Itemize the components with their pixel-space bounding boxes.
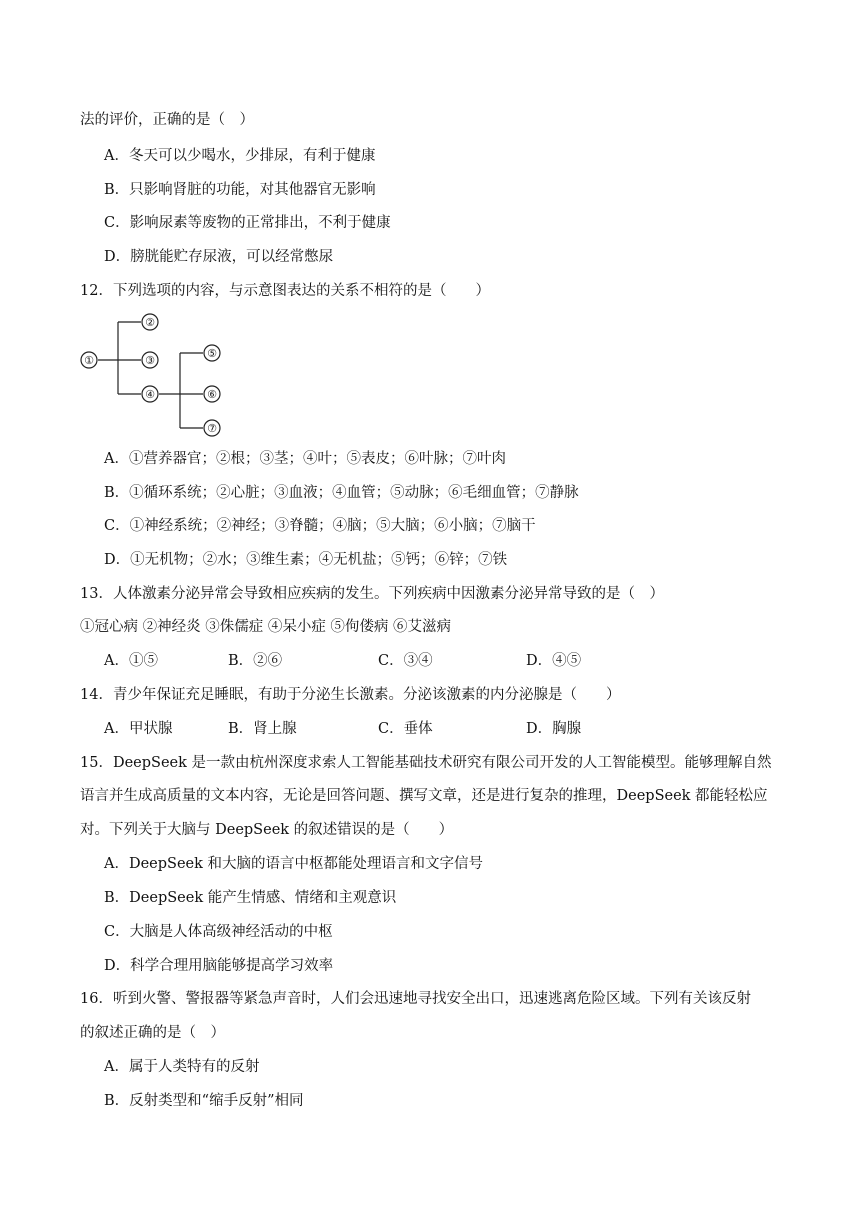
question-12-stem: 12．下列选项的内容，与示意图表达的关系不相符的是（ ） xyxy=(80,283,490,299)
q11-option-a: A．冬天可以少喝水，少排尿，有利于健康 xyxy=(104,148,376,164)
q15-option-b: B．DeepSeek 能产生情感、情绪和主观意识 xyxy=(104,890,397,906)
q13-option-d: D．④⑤ xyxy=(526,653,582,669)
relationship-diagram xyxy=(74,310,234,440)
q16-option-b: B．反射类型和“缩手反射”相同 xyxy=(104,1093,304,1109)
question-13-stem: 13．人体激素分泌异常会导致相应疾病的发生。下列疾病中因激素分泌异常导致的是（ ） xyxy=(80,586,664,602)
q16-option-a: A．属于人类特有的反射 xyxy=(104,1059,260,1075)
question-16-stem-line-2: 的叙述正确的是（ ） xyxy=(80,1025,225,1041)
q14-option-c: C．垂体 xyxy=(378,721,433,737)
q12-option-b: B．①循环系统；②心脏；③血液；④血管；⑤动脉；⑥毛细血管；⑦静脉 xyxy=(104,485,579,501)
q12-option-d: D．①无机物；②水；③维生素；④无机盐；⑤钙；⑥锌；⑦铁 xyxy=(104,552,508,568)
q12-option-a: A．①营养器官；②根；③茎；④叶；⑤表皮；⑥叶脉；⑦叶肉 xyxy=(104,451,506,467)
question-14-stem: 14．青少年保证充足睡眠，有助于分泌生长激素。分泌该激素的内分泌腺是（ ） xyxy=(80,687,621,703)
q11-option-d: D．膀胱能贮存尿液，可以经常憋尿 xyxy=(104,249,334,265)
diagram-node-4: ④ xyxy=(145,388,155,401)
question-11-continuation: 法的评价，正确的是（ ） xyxy=(80,112,254,128)
diagram-node-5: ⑤ xyxy=(207,347,217,360)
question-15-stem-line-1: 15．DeepSeek 是一款由杭州深度求索人工智能基础技术研究有限公司开发的人工智能模型。能够理解自然 xyxy=(80,755,772,771)
diagram-node-6: ⑥ xyxy=(207,388,217,401)
q13-option-c: C．③④ xyxy=(378,653,433,669)
q13-option-b: B．②⑥ xyxy=(228,653,283,669)
q11-option-c: C．影响尿素等废物的正常排出，不利于健康 xyxy=(104,215,391,231)
q15-option-c: C．大脑是人体高级神经活动的中枢 xyxy=(104,924,333,940)
diagram-node-1: ① xyxy=(84,354,94,367)
diagram-node-7: ⑦ xyxy=(207,422,217,435)
diagram-node-2: ② xyxy=(145,316,155,329)
diagram-node-3: ③ xyxy=(145,354,155,367)
q13-disease-list: ①冠心病 ②神经炎 ③侏儒症 ④呆小症 ⑤佝偻病 ⑥艾滋病 xyxy=(80,619,452,635)
q14-option-a: A．甲状腺 xyxy=(104,721,173,737)
q15-option-d: D．科学合理用脑能够提高学习效率 xyxy=(104,958,334,974)
q14-option-d: D．胸腺 xyxy=(526,721,582,737)
q14-option-b: B．肾上腺 xyxy=(228,721,297,737)
q15-option-a: A．DeepSeek 和大脑的语言中枢都能处理语言和文字信号 xyxy=(104,856,484,872)
q13-option-a: A．①⑤ xyxy=(104,653,158,669)
q11-option-b: B．只影响肾脏的功能，对其他器官无影响 xyxy=(104,182,376,198)
question-15-stem-line-3: 对。下列关于大脑与 DeepSeek 的叙述错误的是（ ） xyxy=(80,822,454,838)
question-16-stem-line-1: 16．听到火警、警报器等紧急声音时，人们会迅速地寻找安全出口，迅速逃离危险区域。下列有关该反射 xyxy=(80,991,751,1007)
q12-option-c: C．①神经系统；②神经；③脊髓；④脑；⑤大脑；⑥小脑；⑦脑干 xyxy=(104,518,536,534)
question-15-stem-line-2: 语言并生成高质量的文本内容，无论是回答问题、撰写文章，还是进行复杂的推理，DeepSeek 都能轻松应 xyxy=(80,788,768,804)
